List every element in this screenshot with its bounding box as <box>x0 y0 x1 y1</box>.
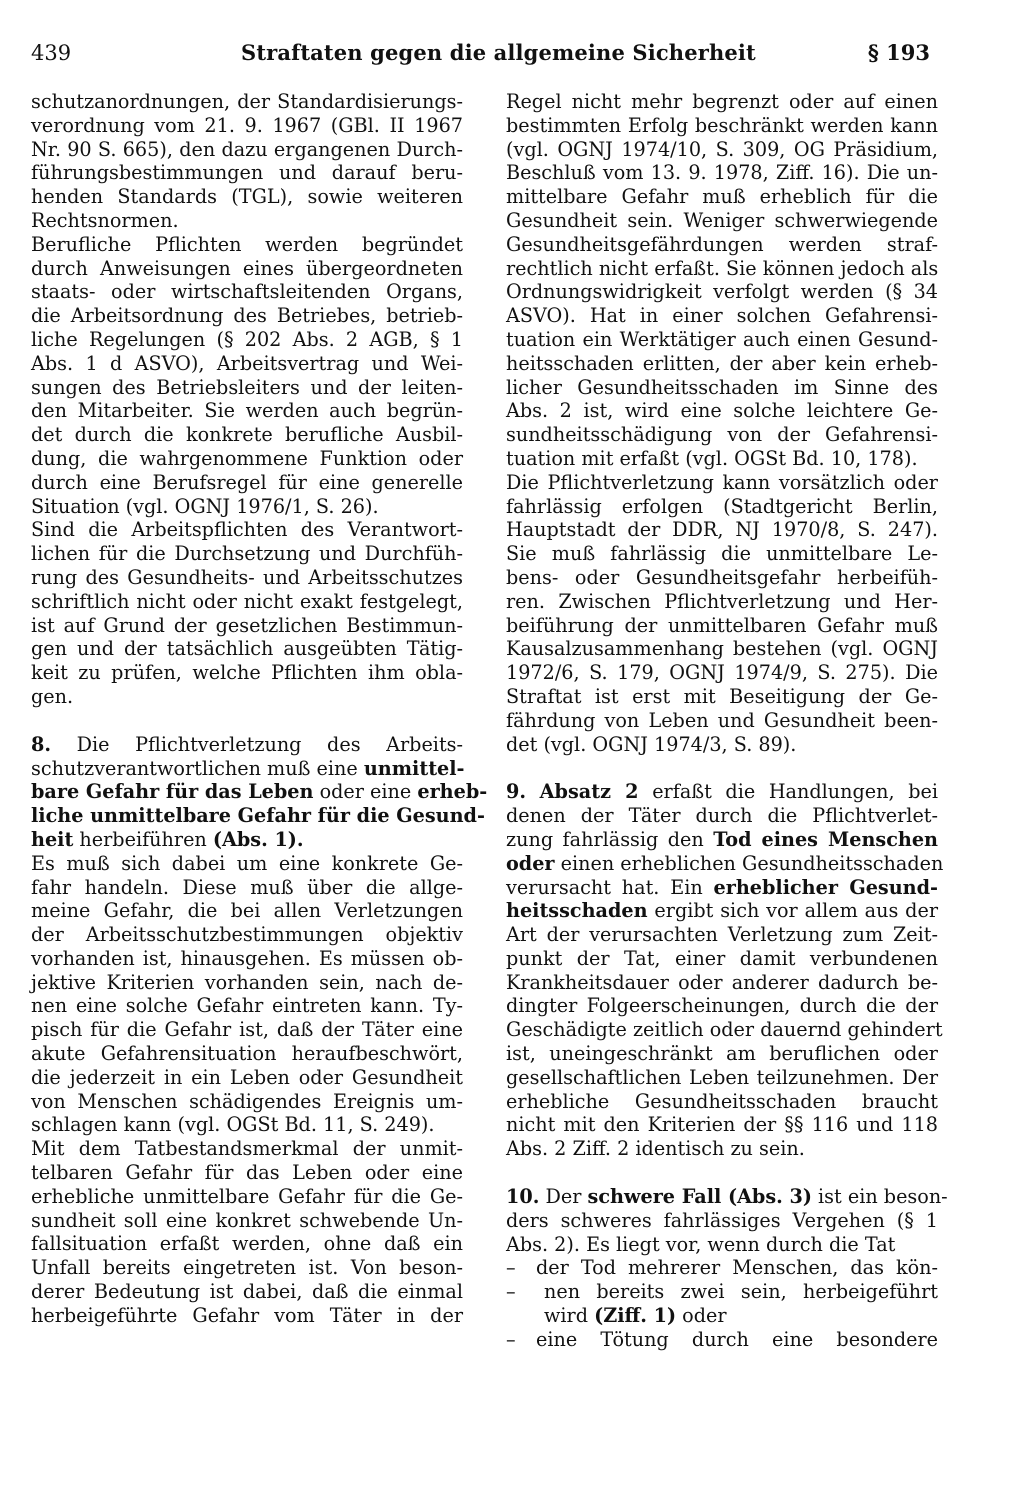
text-line: Unfall bereits eingetreten ist. Von beson- <box>31 1256 463 1280</box>
text-line: dung, die wahrgenommene Funktion oder <box>31 446 463 470</box>
text-line: fahr handeln. Diese muß über die allge- <box>31 875 463 899</box>
text-line: sungen des Betriebsleiters und der leiten- <box>31 375 463 399</box>
text-line: oder einen erheblichen Gesundheitsschaden <box>506 851 944 875</box>
text-line: Art der verursachten Verletzung zum Zeit- <box>506 923 938 947</box>
paragraph-accident-situation <box>31 1137 463 1327</box>
text-line: Ordnungswidrigkeit verfolgt werden (§ 34 <box>506 280 938 304</box>
text-line: Abs. 2 ist, wird eine solche leichtere Ge- <box>506 399 938 423</box>
paragraph-gap <box>506 1161 938 1185</box>
text-line: bens- oder Gesundheitsgefahr herbeifüh- <box>506 565 938 589</box>
text-line: schriftlich nicht oder nicht exakt festgelegt, <box>31 589 463 613</box>
text-line: die Arbeitsordnung des Betriebes, betrieb- <box>31 304 463 328</box>
list-item-bullet: – der Tod mehrerer Menschen, das kön- <box>506 1256 938 1280</box>
text-line: erhebliche Gesundheitsschaden braucht <box>506 1089 938 1113</box>
text-line: ders schweres fahrlässiges Vergehen (§ 1 <box>506 1208 938 1232</box>
left-column <box>31 90 488 1328</box>
section-8 <box>31 732 488 852</box>
text-line: Gesundheit sein. Weniger schwerwiegende <box>506 208 938 232</box>
text-line: meine Gefahr, die bei allen Verletzungen <box>31 899 463 923</box>
text-line: nen eine solche Gefahr eintreten kann. Ty- <box>31 994 463 1018</box>
text-line: staats- oder wirtschaftsleitenden Organs, <box>31 280 463 304</box>
list-item-bullet: – eine Tötung durch eine besondere <box>506 1328 938 1352</box>
text-line: 9. Absatz 2 erfaßt die Handlungen, bei <box>506 780 938 804</box>
text-line: fährdung von Leben und Gesundheit been- <box>506 708 938 732</box>
text-line: fahrlässig erfolgen (Stadtgericht Berlin, <box>506 494 938 518</box>
text-line: det (vgl. OGNJ 1974/3, S. 89). <box>506 732 797 756</box>
text-line: der Arbeitsschutzbestimmungen objektiv <box>31 923 463 947</box>
text-line: tuation ein Werktätiger auch einen Gesund- <box>506 327 938 351</box>
text-line: schlagen kann (vgl. OGSt Bd. 11, S. 249). <box>31 1113 435 1137</box>
text-line: sundheit soll eine konkret schwebende Un- <box>31 1208 463 1232</box>
text-line: nicht mit den Kriterien der §§ 116 und 118 <box>506 1113 938 1137</box>
section-9 <box>506 780 944 1161</box>
text-line: wird (Ziff. 1) oder <box>544 1304 727 1328</box>
text-line: durch Anweisungen eines übergeordneten <box>31 256 463 280</box>
paragraph-gap <box>506 756 938 780</box>
text-line: sundheitsschädigung von der Gefahrensi- <box>506 423 938 447</box>
text-line: ist, uneingeschränkt am beruflichen oder <box>506 1042 938 1066</box>
text-line: gen und der tatsächlich ausgeübten Tätig- <box>31 637 463 661</box>
text-line: telbaren Gefahr für das Leben oder eine <box>31 1161 463 1185</box>
text-line: führungsbestimmungen und darauf beru- <box>31 161 463 185</box>
text-line: zung fahrlässig den Tod eines Menschen <box>506 827 938 851</box>
text-line: det durch die konkrete berufliche Ausbil- <box>31 423 463 447</box>
text-line: Krankheitsdauer oder anderer dadurch be- <box>506 970 938 994</box>
text-line: punkt der Tat, einer damit verbundenen <box>506 946 938 970</box>
text-line: rechtlich nicht erfaßt. Sie können jedoch als <box>506 256 939 280</box>
text-line: Geschädigte zeitlich oder dauernd gehindert <box>506 1018 943 1042</box>
text-line: Straftat ist erst mit Beseitigung der Ge- <box>506 684 938 708</box>
text-line: 10. Der schwere Fall (Abs. 3) ist ein beson- <box>506 1185 948 1209</box>
paragraph-concrete-danger <box>31 852 463 1138</box>
section-marker: § 193 <box>867 40 930 65</box>
text-line: Rechtsnormen. <box>31 208 179 232</box>
text-line: verursacht hat. Ein erheblicher Gesund- <box>506 875 938 899</box>
text-line: akute Gefahrensituation heraufbeschwört, <box>31 1042 463 1066</box>
text-line: 8. Die Pflichtverletzung des Arbeits- <box>31 732 463 756</box>
text-line: keit zu prüfen, welche Pflichten ihm obla- <box>31 661 463 685</box>
right-column <box>506 90 948 1352</box>
text-line: heitsschaden ergibt sich vor allem aus der <box>506 899 938 923</box>
text-line: dingter Folgeerscheinungen, durch die der <box>506 994 938 1018</box>
paragraph-work-duties <box>31 518 463 708</box>
running-title: Straftaten gegen die allgemeine Sicherheit <box>241 40 756 65</box>
text-line: Berufliche Pflichten werden begründet <box>31 232 463 256</box>
text-line: vorhanden ist, hinausgehen. Es müssen ob- <box>31 946 463 970</box>
text-line: liche Regelungen (§ 202 Abs. 2 AGB, § 1 <box>31 327 463 351</box>
text-line: Die Pflichtverletzung kann vorsätzlich oder <box>506 470 938 494</box>
paragraph-continued <box>31 90 463 233</box>
text-line: schutzverantwortlichen muß eine unmittel- <box>31 756 465 780</box>
text-line: ASVO). Hat in einer solchen Gefahrensi- <box>506 304 938 328</box>
text-line: denen der Täter durch die Pflichtverlet- <box>506 804 938 828</box>
text-line: Sind die Arbeitspflichten des Verantwort- <box>31 518 463 542</box>
text-line: Abs. 2). Es liegt vor, wenn durch die Tat <box>506 1232 896 1256</box>
section-number: 10. <box>506 1185 540 1209</box>
text-line: herbeigeführte Gefahr vom Täter in der <box>31 1303 463 1327</box>
text-line: jektive Kriterien vorhanden sein, nach de- <box>31 970 463 994</box>
text-line: heit herbeiführen (Abs. 1). <box>31 827 304 851</box>
text-line: gen. <box>31 684 74 708</box>
text-line: Situation (vgl. OGNJ 1976/1, S. 26). <box>31 494 379 518</box>
text-line: gesellschaftlichen Leben teilzunehmen. Der <box>506 1065 938 1089</box>
text-line: Beschluß vom 13. 9. 1978, Ziff. 16). Die un- <box>506 161 938 185</box>
text-line: verordnung vom 21. 9. 1967 (GBl. II 1967 <box>31 113 463 137</box>
text-line: mittelbare Gefahr muß erheblich für die <box>506 185 938 209</box>
text-line: Hauptstadt der DDR, NJ 1970/8, S. 247). <box>506 518 938 542</box>
text-line: fallsituation erfaßt werden, ohne daß ein <box>31 1232 463 1256</box>
text-line: Mit dem Tatbestandsmerkmal der unmit- <box>31 1137 463 1161</box>
text-line: beiführung der unmittelbaren Gefahr muß <box>506 613 938 637</box>
text-line: – nen bereits zwei sein, herbeigeführt <box>506 1280 938 1304</box>
section-10 <box>506 1185 948 1352</box>
text-line: Kausalzusammenhang bestehen (vgl. OGNJ <box>506 637 938 661</box>
page-number: 439 <box>31 41 72 65</box>
paragraph-gap <box>31 709 463 733</box>
text-line: Abs. 1 d ASVO), Arbeitsvertrag und Wei- <box>31 351 463 375</box>
paragraph-negligence <box>506 471 938 757</box>
text-line: (vgl. OGNJ 1974/10, S. 309, OG Präsidium, <box>506 137 938 161</box>
section-number: 8. <box>31 732 52 756</box>
text-line: henden Standards (TGL), sowie weiteren <box>31 185 463 209</box>
text-line: rung des Gesundheits- und Arbeitsschutzes <box>31 565 463 589</box>
text-line: Es muß sich dabei um eine konkrete Ge- <box>31 851 463 875</box>
text-line: die jederzeit in ein Leben oder Gesundheit <box>31 1065 463 1089</box>
paragraph-professional-duties <box>31 233 463 519</box>
text-line: von Menschen schädigendes Ereignis um- <box>31 1089 463 1113</box>
text-line: Regel nicht mehr begrenzt oder auf einen <box>506 90 938 113</box>
text-line: lichen für die Durchsetzung und Durchfüh- <box>31 542 463 566</box>
text-line: derer Bedeutung ist dabei, daß die einmal <box>31 1280 463 1304</box>
text-line: ist auf Grund der gesetzlichen Bestimmun- <box>31 613 463 637</box>
text-line: bare Gefahr für das Leben oder eine erheb- <box>31 780 488 804</box>
text-line: den Mitarbeiter. Sie werden auch begrün- <box>31 399 463 423</box>
text-line: licher Gesundheitsschaden im Sinne des <box>506 375 938 399</box>
text-line: durch eine Berufsregel für eine generelle <box>31 470 463 494</box>
text-line: Sie muß fahrlässig die unmittelbare Le- <box>506 542 938 566</box>
text-line: ren. Zwischen Pflichtverletzung und Her- <box>506 589 938 613</box>
text-line: bestimmten Erfolg beschränkt werden kann <box>506 113 938 137</box>
section-number: 9. <box>506 780 527 804</box>
text-line: 1972/6, S. 179, OGNJ 1974/9, S. 275). Die <box>506 661 938 685</box>
text-line: heitsschaden erlitten, der aber kein erheb- <box>506 351 938 375</box>
text-line: liche unmittelbare Gefahr für die Gesund- <box>31 804 485 828</box>
text-line: tuation mit erfaßt (vgl. OGSt Bd. 10, 178). <box>506 446 918 470</box>
text-line: Abs. 2 Ziff. 2 identisch zu sein. <box>506 1137 805 1161</box>
text-line: erhebliche unmittelbare Gefahr für die Ge- <box>31 1184 463 1208</box>
text-line: pisch für die Gefahr ist, daß der Täter eine <box>31 1018 463 1042</box>
text-line: schutzanordnungen, der Standardisierungs- <box>31 90 463 113</box>
paragraph-continued <box>506 90 938 471</box>
text-line: Nr. 90 S. 665), den dazu ergangenen Durch- <box>31 137 463 161</box>
text-line: Gesundheitsgefährdungen werden straf- <box>506 232 938 256</box>
